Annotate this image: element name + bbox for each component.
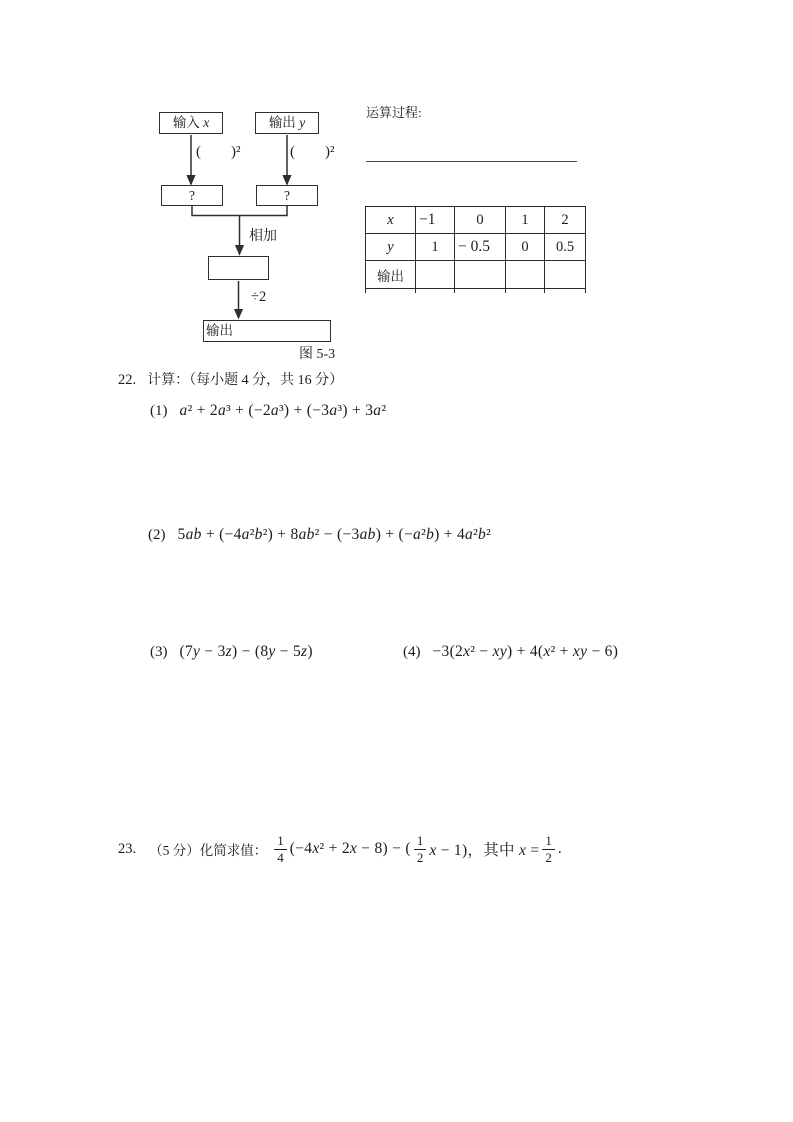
problem-23: [118, 826, 562, 872]
problem-23-expression-b: x − 1)，其中 x =: [429, 842, 540, 859]
fraction-numerator: 1: [414, 833, 427, 850]
table-header-x: x: [366, 207, 416, 234]
flowchart-question-left: ?: [189, 187, 195, 203]
flowchart-question-right: ?: [284, 187, 290, 203]
fraction-numerator: 1: [274, 833, 287, 850]
flowchart-output-y-label: 输出 y: [268, 115, 306, 131]
table-stub-cell: [545, 289, 586, 294]
table-stub-cell: [366, 289, 416, 294]
problem-22-title: 计算：（每小题 4 分，共 16 分）: [147, 373, 344, 388]
table-cell: − 0.5: [455, 234, 506, 261]
fraction-numerator: 1: [542, 833, 555, 850]
item-3-label: (3): [150, 644, 168, 660]
table-header-output: 输出: [366, 261, 416, 289]
problem-23-prefix: （5 分）化简求值：: [149, 843, 268, 858]
table-stub-cell: [506, 289, 545, 294]
table-row-y: [366, 234, 586, 261]
item-2-label: (2): [148, 527, 166, 543]
problem-23-period: .: [557, 840, 563, 857]
item-4-expression: −3(2x² − xy) + 4(x² + xy − 6): [432, 643, 619, 660]
item-2-expression: 5ab + (−4a²b²) + 8ab² − (−3ab) + (−a²b) + 4a²b²: [177, 526, 492, 543]
flowchart-add-label: 相加: [249, 229, 277, 244]
problem-22-header: [118, 369, 343, 389]
problem-22-item-1: [150, 402, 386, 420]
problem-22-item-2: [148, 526, 491, 544]
flowchart-sum-box: [208, 256, 269, 280]
table-stub-cell: [416, 289, 455, 294]
table-cell: −1: [416, 207, 455, 234]
table-cell-empty: [455, 261, 506, 289]
answer-blank-line: [366, 161, 577, 162]
table-cell: 0.5: [545, 234, 586, 261]
fraction-one-quarter: [274, 833, 287, 865]
table-cell-empty: [416, 261, 455, 289]
item-4-label: (4): [403, 644, 421, 660]
table-cell: 0: [506, 234, 545, 261]
problem-23-number: 23.: [118, 840, 137, 857]
problem-23-expression-a: (−4x² + 2x − 8) − (: [289, 840, 411, 857]
item-1-label: (1): [150, 403, 168, 419]
table-stub-cell: [455, 289, 506, 294]
values-table: [365, 206, 586, 293]
table-cell-empty: [506, 261, 545, 289]
item-1-expression: a² + 2a³ + (−2a³) + (−3a³) + 3a²: [179, 402, 387, 419]
table-stub-row: [366, 289, 586, 294]
fraction-one-half-value: [542, 833, 555, 865]
flowchart-question-box-left: [161, 185, 223, 206]
flowchart-divide-label: ÷2: [251, 289, 267, 305]
table-cell: 2: [545, 207, 586, 234]
flowchart-square-label-right: ( )²: [290, 144, 335, 160]
fraction-denominator: 4: [277, 849, 284, 865]
flowchart-output-y-box: [255, 112, 319, 134]
flowchart-result-label: 输出: [206, 323, 233, 339]
table-cell: 1: [416, 234, 455, 261]
table-header-y: y: [366, 234, 416, 261]
fraction-one-half: [414, 833, 427, 865]
problem-22-item-3: [150, 643, 313, 661]
flowchart-input-x-label: 输入 x: [172, 115, 210, 131]
fraction-denominator: 2: [416, 849, 424, 865]
flowchart-question-box-right: [256, 185, 318, 206]
table-row-output: [366, 261, 586, 289]
process-label: 运算过程:: [366, 105, 422, 120]
problem-22-item-4: [403, 643, 618, 661]
flowchart-input-x-box: [159, 112, 223, 134]
table-cell: 1: [506, 207, 545, 234]
flowchart-square-label-left: ( )²: [196, 144, 241, 160]
problem-22-number: 22.: [118, 372, 137, 388]
item-3-expression: (7y − 3z) − (8y − 5z): [179, 643, 313, 660]
table-cell: 0: [455, 207, 506, 234]
fraction-denominator: 2: [545, 849, 552, 865]
table-cell-empty: [545, 261, 586, 289]
table-row-x: [366, 207, 586, 234]
figure-caption: 图 5-3: [299, 347, 336, 362]
flowchart-result-box: [203, 320, 331, 342]
